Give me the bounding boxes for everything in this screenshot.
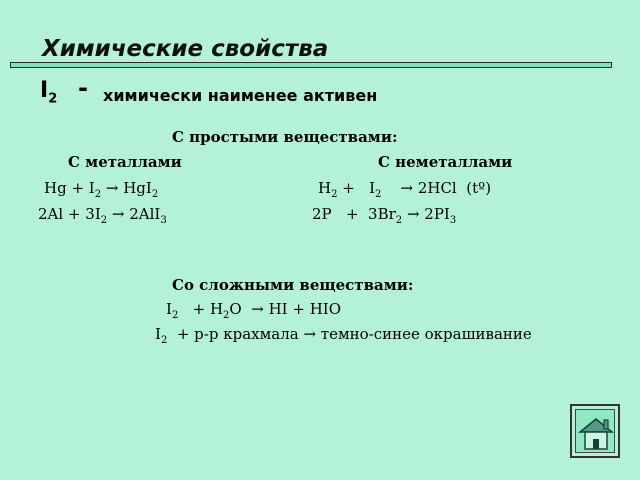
metals-header: С металлами	[68, 153, 182, 171]
page-title: Химические свойства	[42, 36, 329, 62]
complex-equation-starch: $I_2 + р-р$ крахмала → темно-синее окрашивание	[155, 325, 532, 346]
metal-equation-aluminium: $2Al + 3I_2 \to 2AlI_3$	[38, 205, 167, 226]
nonmetal-equation-phosphorus: $2P + 3Br_2 \to 2PI_3$	[312, 205, 457, 226]
simple-substances-header: С простыми веществами:	[172, 128, 398, 146]
nonmetal-equation-hydrogen: $H_2 + I_2$ → 2HCl (tº)	[318, 179, 492, 200]
nonmetals-header: С неметаллами	[378, 153, 513, 171]
iodine-symbol: $I_2$	[40, 78, 58, 107]
title-divider	[10, 62, 612, 68]
iodine-activity-text: химически наименее активен	[103, 86, 378, 105]
home-button[interactable]	[570, 404, 620, 458]
metal-equation-mercury: $Hg + I_2 \to HgI_2$	[44, 179, 159, 200]
iodine-dash: -	[78, 74, 88, 102]
complex-equation-water: $I_2 + H_2O$ → HI + HIO	[166, 300, 342, 321]
home-icon	[577, 411, 615, 453]
home-button-face[interactable]	[575, 409, 615, 453]
complex-substances-header: Со сложными веществами:	[172, 276, 414, 294]
